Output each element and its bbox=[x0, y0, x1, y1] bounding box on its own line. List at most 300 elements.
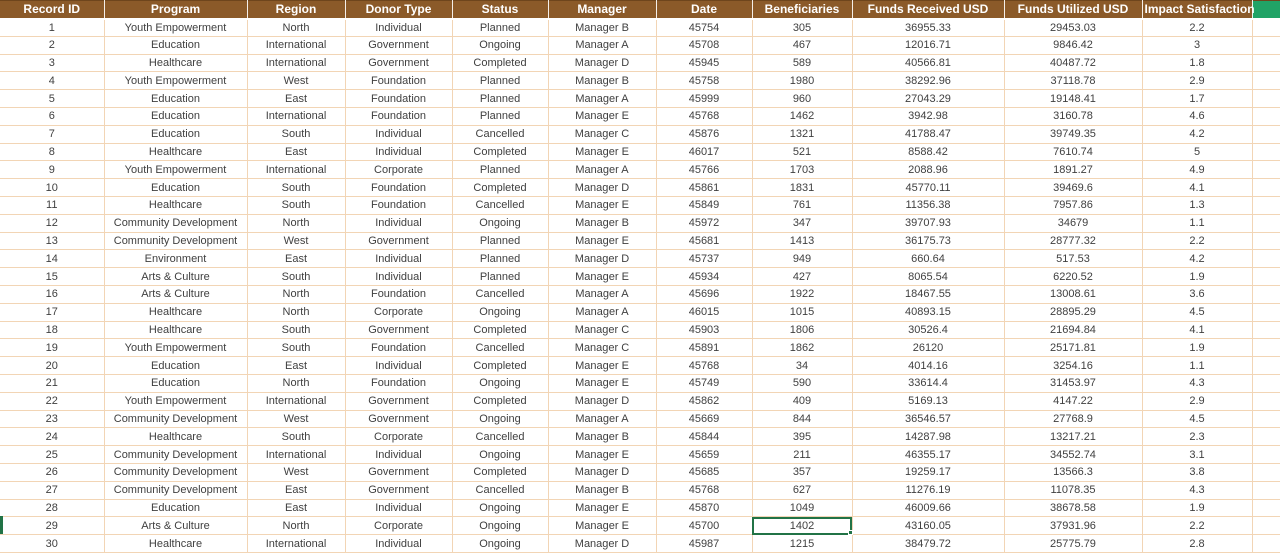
cell[interactable] bbox=[1252, 196, 1280, 214]
cell[interactable]: Individual bbox=[345, 268, 452, 286]
cell[interactable] bbox=[1252, 321, 1280, 339]
cell[interactable]: 11356.38 bbox=[852, 196, 1004, 214]
cell[interactable] bbox=[1252, 143, 1280, 161]
cell[interactable]: 43160.05 bbox=[852, 517, 1004, 535]
cell[interactable]: West bbox=[247, 410, 345, 428]
cell[interactable] bbox=[1252, 535, 1280, 553]
cell[interactable]: 45669 bbox=[656, 410, 752, 428]
cell[interactable]: 1215 bbox=[752, 535, 852, 553]
cell[interactable]: Arts & Culture bbox=[104, 285, 247, 303]
cell[interactable]: Government bbox=[345, 54, 452, 72]
cell[interactable]: Manager D bbox=[548, 392, 656, 410]
cell[interactable]: Government bbox=[345, 392, 452, 410]
cell[interactable]: 1922 bbox=[752, 285, 852, 303]
cell[interactable]: 45696 bbox=[656, 285, 752, 303]
cell[interactable] bbox=[1252, 374, 1280, 392]
cell[interactable]: 29 bbox=[0, 517, 104, 535]
cell[interactable]: South bbox=[247, 196, 345, 214]
cell[interactable]: Youth Empowerment bbox=[104, 161, 247, 179]
cell[interactable]: West bbox=[247, 232, 345, 250]
cell[interactable]: 28 bbox=[0, 499, 104, 517]
cell[interactable]: 1.1 bbox=[1142, 357, 1252, 375]
cell[interactable]: 9846.42 bbox=[1004, 36, 1142, 54]
cell[interactable]: 45737 bbox=[656, 250, 752, 268]
cell[interactable]: South bbox=[247, 428, 345, 446]
cell[interactable]: 1831 bbox=[752, 179, 852, 197]
cell[interactable]: 29453.03 bbox=[1004, 19, 1142, 37]
cell[interactable]: North bbox=[247, 19, 345, 37]
cell[interactable]: 45749 bbox=[656, 374, 752, 392]
cell[interactable] bbox=[1252, 90, 1280, 108]
cell[interactable]: 45681 bbox=[656, 232, 752, 250]
cell[interactable]: 4.2 bbox=[1142, 250, 1252, 268]
cell[interactable]: 761 bbox=[752, 196, 852, 214]
extra-column-header[interactable] bbox=[1252, 1, 1280, 19]
cell[interactable]: Education bbox=[104, 499, 247, 517]
cell[interactable]: 46015 bbox=[656, 303, 752, 321]
cell[interactable]: 45770.11 bbox=[852, 179, 1004, 197]
cell[interactable]: 4.6 bbox=[1142, 107, 1252, 125]
cell[interactable]: 8 bbox=[0, 143, 104, 161]
cell[interactable]: 45708 bbox=[656, 36, 752, 54]
cell[interactable]: Environment bbox=[104, 250, 247, 268]
cell[interactable]: 45934 bbox=[656, 268, 752, 286]
cell[interactable]: 844 bbox=[752, 410, 852, 428]
cell[interactable]: Youth Empowerment bbox=[104, 339, 247, 357]
cell[interactable]: International bbox=[247, 107, 345, 125]
column-header-region[interactable]: Region bbox=[247, 1, 345, 19]
cell[interactable]: 13 bbox=[0, 232, 104, 250]
cell[interactable]: 4 bbox=[0, 72, 104, 90]
cell[interactable]: 409 bbox=[752, 392, 852, 410]
cell[interactable]: 37118.78 bbox=[1004, 72, 1142, 90]
cell[interactable]: Manager A bbox=[548, 90, 656, 108]
cell[interactable] bbox=[1252, 446, 1280, 464]
cell[interactable]: Individual bbox=[345, 214, 452, 232]
cell[interactable]: 36546.57 bbox=[852, 410, 1004, 428]
cell[interactable]: East bbox=[247, 481, 345, 499]
cell[interactable]: 45972 bbox=[656, 214, 752, 232]
cell[interactable]: Ongoing bbox=[452, 303, 548, 321]
cell[interactable]: 45849 bbox=[656, 196, 752, 214]
cell[interactable]: 45700 bbox=[656, 517, 752, 535]
cell[interactable]: Foundation bbox=[345, 196, 452, 214]
cell[interactable]: 1.9 bbox=[1142, 268, 1252, 286]
cell[interactable]: Ongoing bbox=[452, 374, 548, 392]
cell[interactable]: Manager A bbox=[548, 161, 656, 179]
cell[interactable]: Planned bbox=[452, 19, 548, 37]
cell[interactable]: 1049 bbox=[752, 499, 852, 517]
cell[interactable]: 589 bbox=[752, 54, 852, 72]
cell[interactable]: 21 bbox=[0, 374, 104, 392]
cell[interactable]: Corporate bbox=[345, 517, 452, 535]
cell[interactable]: 39707.93 bbox=[852, 214, 1004, 232]
cell[interactable]: 4.1 bbox=[1142, 179, 1252, 197]
cell[interactable]: Foundation bbox=[345, 339, 452, 357]
cell[interactable]: Community Development bbox=[104, 410, 247, 428]
cell[interactable]: 347 bbox=[752, 214, 852, 232]
cell[interactable] bbox=[1252, 428, 1280, 446]
cell[interactable]: Ongoing bbox=[452, 517, 548, 535]
cell[interactable]: 45987 bbox=[656, 535, 752, 553]
cell[interactable]: 30526.4 bbox=[852, 321, 1004, 339]
column-header-record-id[interactable]: Record ID bbox=[0, 1, 104, 19]
cell[interactable]: 3942.98 bbox=[852, 107, 1004, 125]
cell[interactable]: Cancelled bbox=[452, 285, 548, 303]
cell[interactable]: 4.1 bbox=[1142, 321, 1252, 339]
cell[interactable]: 1.9 bbox=[1142, 339, 1252, 357]
cell[interactable]: Ongoing bbox=[452, 499, 548, 517]
cell[interactable]: 357 bbox=[752, 463, 852, 481]
cell[interactable]: Education bbox=[104, 36, 247, 54]
cell[interactable]: North bbox=[247, 285, 345, 303]
cell[interactable]: Manager B bbox=[548, 481, 656, 499]
cell[interactable] bbox=[1252, 392, 1280, 410]
cell[interactable]: Foundation bbox=[345, 90, 452, 108]
cell[interactable]: Completed bbox=[452, 392, 548, 410]
cell[interactable]: Individual bbox=[345, 143, 452, 161]
cell[interactable]: Government bbox=[345, 463, 452, 481]
cell[interactable]: 45758 bbox=[656, 72, 752, 90]
column-header-beneficiaries[interactable]: Beneficiaries bbox=[752, 1, 852, 19]
cell[interactable]: 45999 bbox=[656, 90, 752, 108]
fill-handle[interactable] bbox=[848, 530, 853, 535]
cell[interactable]: 45903 bbox=[656, 321, 752, 339]
cell[interactable]: International bbox=[247, 535, 345, 553]
cell[interactable]: 6220.52 bbox=[1004, 268, 1142, 286]
cell[interactable]: Government bbox=[345, 232, 452, 250]
cell[interactable]: 10 bbox=[0, 179, 104, 197]
cell[interactable]: 23 bbox=[0, 410, 104, 428]
cell[interactable]: 27043.29 bbox=[852, 90, 1004, 108]
cell[interactable]: 40566.81 bbox=[852, 54, 1004, 72]
cell[interactable]: 4.5 bbox=[1142, 303, 1252, 321]
cell[interactable]: 34679 bbox=[1004, 214, 1142, 232]
cell[interactable]: 38678.58 bbox=[1004, 499, 1142, 517]
cell[interactable]: Education bbox=[104, 357, 247, 375]
cell[interactable]: 45861 bbox=[656, 179, 752, 197]
cell[interactable]: South bbox=[247, 321, 345, 339]
cell[interactable]: 4.2 bbox=[1142, 125, 1252, 143]
cell[interactable]: 11 bbox=[0, 196, 104, 214]
cell[interactable]: 5169.13 bbox=[852, 392, 1004, 410]
cell[interactable]: Healthcare bbox=[104, 143, 247, 161]
cell[interactable]: 19 bbox=[0, 339, 104, 357]
cell[interactable]: 427 bbox=[752, 268, 852, 286]
cell[interactable]: Individual bbox=[345, 446, 452, 464]
cell[interactable]: South bbox=[247, 339, 345, 357]
cell[interactable]: 8588.42 bbox=[852, 143, 1004, 161]
cell[interactable]: 13217.21 bbox=[1004, 428, 1142, 446]
cell[interactable]: Foundation bbox=[345, 179, 452, 197]
cell[interactable]: 590 bbox=[752, 374, 852, 392]
cell[interactable]: 5 bbox=[0, 90, 104, 108]
cell[interactable]: 3160.78 bbox=[1004, 107, 1142, 125]
cell[interactable]: Community Development bbox=[104, 232, 247, 250]
cell[interactable]: 27768.9 bbox=[1004, 410, 1142, 428]
cell[interactable]: Manager E bbox=[548, 232, 656, 250]
cell[interactable]: 1.9 bbox=[1142, 499, 1252, 517]
cell[interactable]: Manager B bbox=[548, 214, 656, 232]
cell[interactable]: 21694.84 bbox=[1004, 321, 1142, 339]
cell[interactable]: 4.9 bbox=[1142, 161, 1252, 179]
cell[interactable]: 45870 bbox=[656, 499, 752, 517]
cell[interactable] bbox=[1252, 36, 1280, 54]
cell[interactable]: 4.5 bbox=[1142, 410, 1252, 428]
cell[interactable]: Cancelled bbox=[452, 339, 548, 357]
cell[interactable]: 33614.4 bbox=[852, 374, 1004, 392]
cell[interactable]: 45766 bbox=[656, 161, 752, 179]
cell[interactable]: Individual bbox=[345, 499, 452, 517]
cell[interactable]: 3.8 bbox=[1142, 463, 1252, 481]
cell[interactable]: 521 bbox=[752, 143, 852, 161]
cell[interactable]: Completed bbox=[452, 463, 548, 481]
cell[interactable]: 18 bbox=[0, 321, 104, 339]
cell[interactable]: 25171.81 bbox=[1004, 339, 1142, 357]
cell[interactable]: Individual bbox=[345, 125, 452, 143]
cell[interactable]: Manager C bbox=[548, 125, 656, 143]
cell[interactable]: Healthcare bbox=[104, 428, 247, 446]
cell[interactable]: Cancelled bbox=[452, 196, 548, 214]
cell[interactable]: South bbox=[247, 179, 345, 197]
cell[interactable]: North bbox=[247, 214, 345, 232]
cell[interactable]: Manager B bbox=[548, 19, 656, 37]
cell[interactable] bbox=[1252, 232, 1280, 250]
cell[interactable]: International bbox=[247, 54, 345, 72]
cell[interactable]: 13566.3 bbox=[1004, 463, 1142, 481]
cell[interactable]: Manager D bbox=[548, 535, 656, 553]
cell[interactable]: 24 bbox=[0, 428, 104, 446]
cell[interactable]: 9 bbox=[0, 161, 104, 179]
cell[interactable]: Manager E bbox=[548, 517, 656, 535]
cell[interactable]: 27 bbox=[0, 481, 104, 499]
cell[interactable]: 2.3 bbox=[1142, 428, 1252, 446]
cell[interactable]: 15 bbox=[0, 268, 104, 286]
cell[interactable]: Planned bbox=[452, 268, 548, 286]
cell[interactable]: 2.8 bbox=[1142, 535, 1252, 553]
cell[interactable]: 39469.6 bbox=[1004, 179, 1142, 197]
cell[interactable]: 38479.72 bbox=[852, 535, 1004, 553]
cell[interactable]: 2.2 bbox=[1142, 232, 1252, 250]
cell[interactable]: South bbox=[247, 125, 345, 143]
cell[interactable] bbox=[1252, 285, 1280, 303]
cell[interactable]: 39749.35 bbox=[1004, 125, 1142, 143]
cell[interactable]: 2088.96 bbox=[852, 161, 1004, 179]
cell[interactable] bbox=[1252, 499, 1280, 517]
cell[interactable]: 2 bbox=[0, 36, 104, 54]
cell[interactable]: 36955.33 bbox=[852, 19, 1004, 37]
cell[interactable]: 45844 bbox=[656, 428, 752, 446]
cell[interactable]: Manager E bbox=[548, 143, 656, 161]
cell[interactable]: East bbox=[247, 250, 345, 268]
cell[interactable]: 20 bbox=[0, 357, 104, 375]
cell[interactable]: Manager B bbox=[548, 72, 656, 90]
cell[interactable]: East bbox=[247, 499, 345, 517]
cell[interactable]: 2.9 bbox=[1142, 392, 1252, 410]
cell[interactable]: Manager E bbox=[548, 196, 656, 214]
cell[interactable]: Manager A bbox=[548, 36, 656, 54]
cell[interactable]: Manager E bbox=[548, 499, 656, 517]
cell[interactable]: 1703 bbox=[752, 161, 852, 179]
cell[interactable]: Completed bbox=[452, 357, 548, 375]
cell[interactable]: Planned bbox=[452, 107, 548, 125]
cell[interactable]: Manager D bbox=[548, 463, 656, 481]
cell[interactable]: Cancelled bbox=[452, 125, 548, 143]
cell[interactable]: 3.6 bbox=[1142, 285, 1252, 303]
cell[interactable] bbox=[1252, 517, 1280, 535]
cell[interactable]: Completed bbox=[452, 321, 548, 339]
cell[interactable]: Community Development bbox=[104, 214, 247, 232]
column-header-status[interactable]: Status bbox=[452, 1, 548, 19]
cell[interactable]: Foundation bbox=[345, 72, 452, 90]
cell[interactable]: 1413 bbox=[752, 232, 852, 250]
cell[interactable]: 11078.35 bbox=[1004, 481, 1142, 499]
cell[interactable] bbox=[1252, 125, 1280, 143]
cell[interactable]: 4.3 bbox=[1142, 374, 1252, 392]
cell[interactable]: 1462 bbox=[752, 107, 852, 125]
cell[interactable]: Community Development bbox=[104, 463, 247, 481]
cell[interactable]: Individual bbox=[345, 357, 452, 375]
cell[interactable]: South bbox=[247, 268, 345, 286]
cell[interactable] bbox=[1252, 268, 1280, 286]
cell[interactable]: West bbox=[247, 463, 345, 481]
cell[interactable]: 40893.15 bbox=[852, 303, 1004, 321]
cell[interactable]: Planned bbox=[452, 161, 548, 179]
cell[interactable]: 45768 bbox=[656, 481, 752, 499]
cell[interactable]: Healthcare bbox=[104, 54, 247, 72]
selected-cell[interactable]: 1402 bbox=[752, 517, 852, 535]
cell[interactable]: 305 bbox=[752, 19, 852, 37]
cell[interactable]: Foundation bbox=[345, 107, 452, 125]
cell[interactable]: 3 bbox=[1142, 36, 1252, 54]
cell[interactable]: 211 bbox=[752, 446, 852, 464]
cell[interactable]: North bbox=[247, 374, 345, 392]
cell[interactable]: 3 bbox=[0, 54, 104, 72]
cell[interactable]: Manager E bbox=[548, 107, 656, 125]
cell[interactable]: Arts & Culture bbox=[104, 268, 247, 286]
cell[interactable]: Government bbox=[345, 481, 452, 499]
cell[interactable]: 12 bbox=[0, 214, 104, 232]
cell[interactable]: 45768 bbox=[656, 107, 752, 125]
cell[interactable]: International bbox=[247, 446, 345, 464]
cell[interactable]: 22 bbox=[0, 392, 104, 410]
cell[interactable]: West bbox=[247, 72, 345, 90]
cell[interactable]: International bbox=[247, 161, 345, 179]
cell[interactable] bbox=[1252, 19, 1280, 37]
cell[interactable]: Education bbox=[104, 179, 247, 197]
cell[interactable]: Government bbox=[345, 410, 452, 428]
cell[interactable]: Manager D bbox=[548, 179, 656, 197]
cell[interactable]: Manager B bbox=[548, 428, 656, 446]
cell[interactable]: Individual bbox=[345, 19, 452, 37]
cell[interactable] bbox=[1252, 357, 1280, 375]
cell[interactable]: Community Development bbox=[104, 446, 247, 464]
column-header-manager[interactable]: Manager bbox=[548, 1, 656, 19]
cell[interactable]: 3.1 bbox=[1142, 446, 1252, 464]
cell[interactable] bbox=[1252, 250, 1280, 268]
cell[interactable]: Cancelled bbox=[452, 481, 548, 499]
cell[interactable]: 1.1 bbox=[1142, 214, 1252, 232]
cell[interactable]: Manager A bbox=[548, 303, 656, 321]
cell[interactable]: Ongoing bbox=[452, 535, 548, 553]
cell[interactable] bbox=[1252, 463, 1280, 481]
cell[interactable]: 19148.41 bbox=[1004, 90, 1142, 108]
cell[interactable]: Planned bbox=[452, 232, 548, 250]
cell[interactable]: Ongoing bbox=[452, 410, 548, 428]
cell[interactable]: Individual bbox=[345, 535, 452, 553]
cell[interactable]: 1862 bbox=[752, 339, 852, 357]
cell[interactable]: Healthcare bbox=[104, 303, 247, 321]
cell[interactable]: 18467.55 bbox=[852, 285, 1004, 303]
cell[interactable]: Youth Empowerment bbox=[104, 392, 247, 410]
cell[interactable]: 30 bbox=[0, 535, 104, 553]
cell[interactable]: 28895.29 bbox=[1004, 303, 1142, 321]
column-header-donor-type[interactable]: Donor Type bbox=[345, 1, 452, 19]
cell[interactable] bbox=[1252, 410, 1280, 428]
cell[interactable]: Manager E bbox=[548, 374, 656, 392]
cell[interactable]: 37931.96 bbox=[1004, 517, 1142, 535]
cell[interactable]: 2.2 bbox=[1142, 19, 1252, 37]
cell[interactable]: 45768 bbox=[656, 357, 752, 375]
cell[interactable]: 1806 bbox=[752, 321, 852, 339]
cell[interactable]: Planned bbox=[452, 90, 548, 108]
cell[interactable]: 467 bbox=[752, 36, 852, 54]
cell[interactable]: Foundation bbox=[345, 285, 452, 303]
cell[interactable]: 1 bbox=[0, 19, 104, 37]
cell[interactable]: 14 bbox=[0, 250, 104, 268]
column-header-program[interactable]: Program bbox=[104, 1, 247, 19]
cell[interactable]: 45754 bbox=[656, 19, 752, 37]
cell[interactable]: Foundation bbox=[345, 374, 452, 392]
cell[interactable]: 1980 bbox=[752, 72, 852, 90]
cell[interactable]: 25775.79 bbox=[1004, 535, 1142, 553]
cell[interactable]: 45685 bbox=[656, 463, 752, 481]
cell[interactable]: Planned bbox=[452, 250, 548, 268]
cell[interactable]: 1.7 bbox=[1142, 90, 1252, 108]
cell[interactable]: 14287.98 bbox=[852, 428, 1004, 446]
cell[interactable]: Manager E bbox=[548, 357, 656, 375]
cell[interactable]: Ongoing bbox=[452, 36, 548, 54]
cell[interactable]: Youth Empowerment bbox=[104, 19, 247, 37]
cell[interactable]: 4.3 bbox=[1142, 481, 1252, 499]
cell[interactable]: Government bbox=[345, 36, 452, 54]
cell[interactable]: 4014.16 bbox=[852, 357, 1004, 375]
cell[interactable]: Manager A bbox=[548, 285, 656, 303]
cell[interactable]: 45862 bbox=[656, 392, 752, 410]
cell[interactable]: Arts & Culture bbox=[104, 517, 247, 535]
cell[interactable]: 660.64 bbox=[852, 250, 1004, 268]
cell[interactable]: 45945 bbox=[656, 54, 752, 72]
cell[interactable]: Education bbox=[104, 90, 247, 108]
cell[interactable]: Healthcare bbox=[104, 321, 247, 339]
cell[interactable]: 45876 bbox=[656, 125, 752, 143]
cell[interactable] bbox=[1252, 481, 1280, 499]
cell[interactable]: Healthcare bbox=[104, 535, 247, 553]
cell[interactable] bbox=[1252, 339, 1280, 357]
cell[interactable]: 2.9 bbox=[1142, 72, 1252, 90]
cell[interactable]: 45891 bbox=[656, 339, 752, 357]
cell[interactable]: 7610.74 bbox=[1004, 143, 1142, 161]
cell[interactable]: 17 bbox=[0, 303, 104, 321]
cell[interactable]: 7 bbox=[0, 125, 104, 143]
cell[interactable]: International bbox=[247, 392, 345, 410]
cell[interactable]: Completed bbox=[452, 143, 548, 161]
cell[interactable]: International bbox=[247, 36, 345, 54]
cell[interactable]: 40487.72 bbox=[1004, 54, 1142, 72]
cell[interactable]: Completed bbox=[452, 54, 548, 72]
cell[interactable]: 5 bbox=[1142, 143, 1252, 161]
cell[interactable]: Corporate bbox=[345, 303, 452, 321]
